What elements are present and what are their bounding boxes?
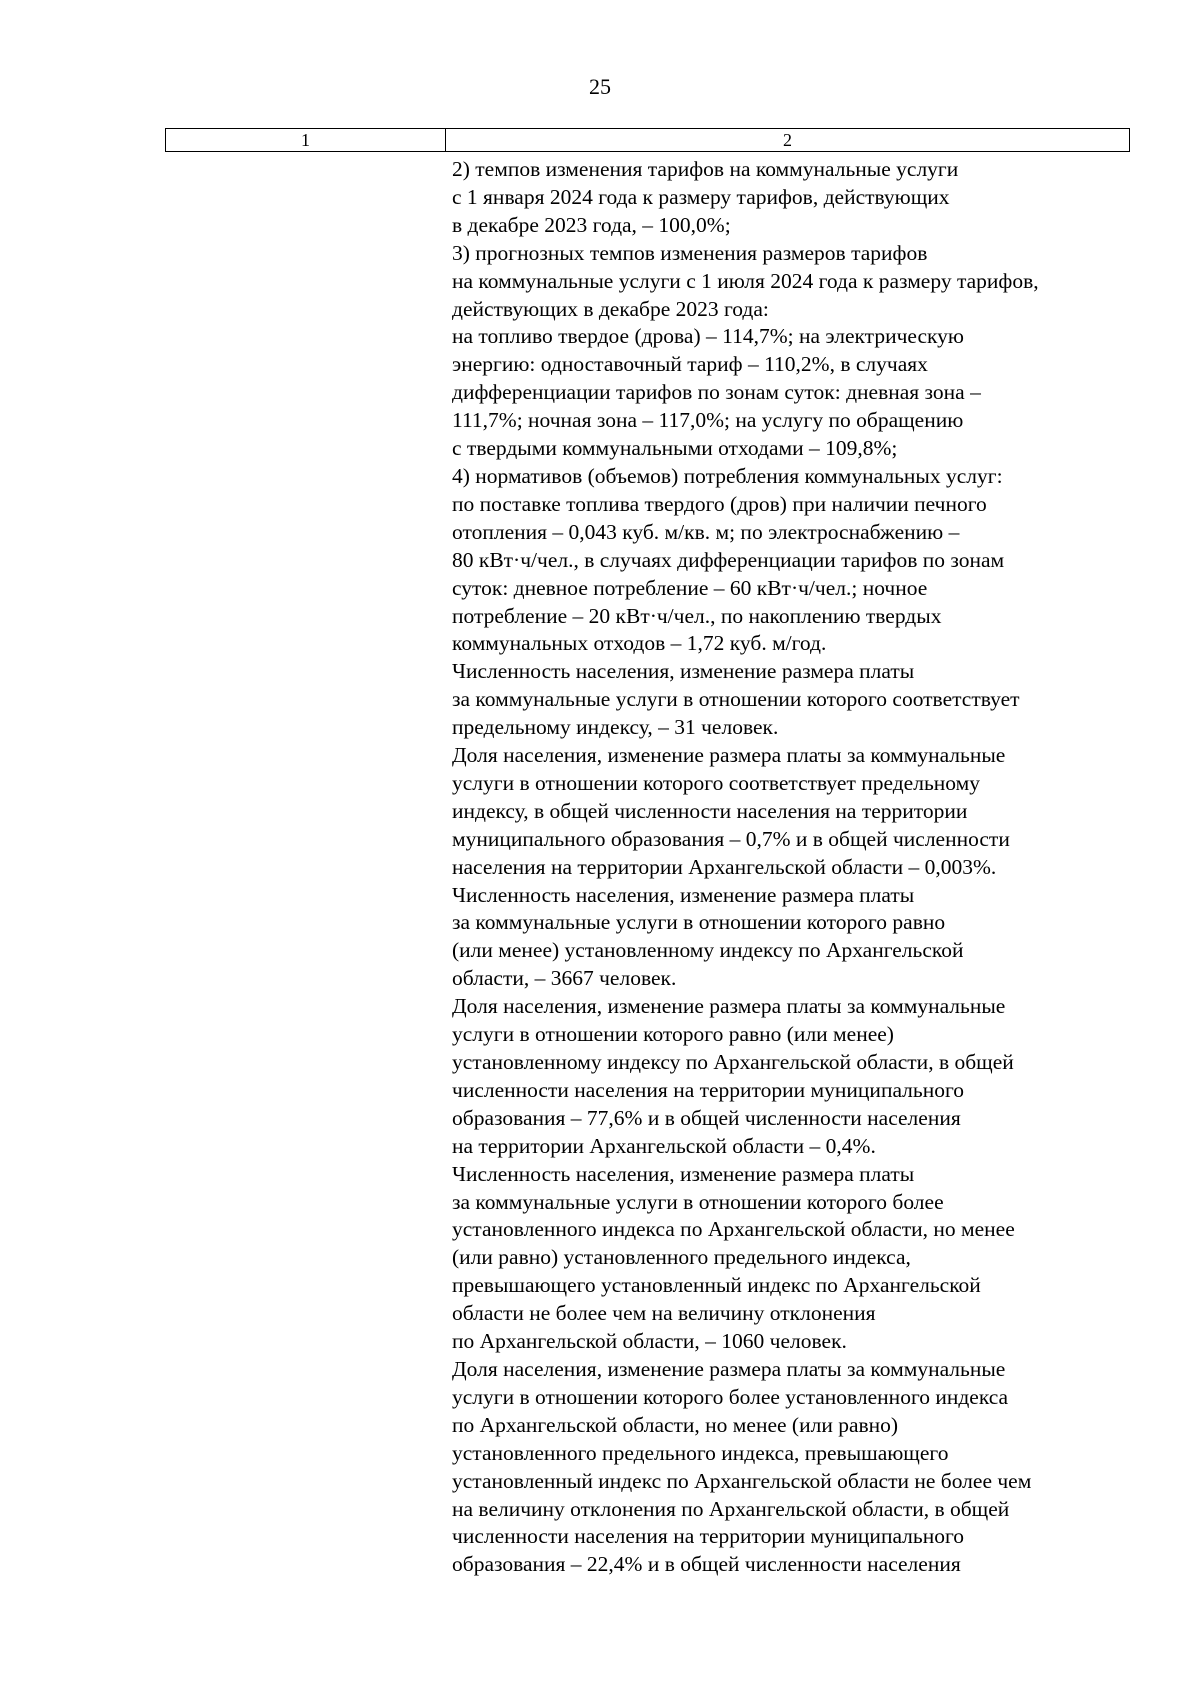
text-line: по Архангельской области, но менее (или равно) <box>452 1412 899 1437</box>
text-line: предельному индексу, – 31 человек. <box>452 715 779 740</box>
text-line: услуги в отношении которого более установленного индекса <box>452 1384 1009 1409</box>
text-line: Численность населения, изменение размера платы <box>452 882 915 907</box>
text-line: с 1 января 2024 года к размеру тарифов, действующих <box>452 184 950 209</box>
text-line: превышающего установленный индекс по Архангельской <box>452 1273 981 1298</box>
text-line: на величину отклонения по Архангельской области, в общей <box>452 1496 1010 1521</box>
text-line: населения на территории Архангельской области – 0,003%. <box>452 854 997 879</box>
text-line: на топливо твердое (дрова) – 114,7%; на электрическую <box>452 324 964 349</box>
text-line: услуги в отношении которого соответствует предельному <box>452 770 980 795</box>
text-line: области, – 3667 человек. <box>452 966 677 991</box>
text-line: суток: дневное потребление – 60 кВт·ч/чел.; ночное <box>452 575 928 600</box>
text-line: численности населения на территории муниципального <box>452 1077 965 1102</box>
text-line: в декабре 2023 года, – 100,0%; <box>452 212 731 237</box>
text-line: (или равно) установленного предельного индекса, <box>452 1245 911 1270</box>
text-line: установленный индекс по Архангельской области не более чем <box>452 1468 1032 1493</box>
text-line: за коммунальные услуги в отношении которого более <box>452 1189 944 1214</box>
column-header-row <box>166 129 1130 152</box>
text-line: индексу, в общей численности населения на территории <box>452 798 968 823</box>
text-line: за коммунальные услуги в отношении которого соответствует <box>452 687 1020 712</box>
text-line: Численность населения, изменение размера платы <box>452 659 915 684</box>
text-line: по Архангельской области, – 1060 человек. <box>452 1329 847 1354</box>
document-body-text <box>452 156 1132 1579</box>
text-line: численности населения на территории муниципального <box>452 1524 965 1549</box>
page-number: 25 <box>589 74 611 99</box>
text-line: установленного индекса по Архангельской области, но менее <box>452 1217 1015 1242</box>
text-line: области не более чем на величину отклонения <box>452 1301 876 1326</box>
text-line: 80 кВт·ч/чел., в случаях дифференциации тарифов по зонам <box>452 547 1005 572</box>
text-line: образования – 77,6% и в общей численности населения <box>452 1105 961 1130</box>
text-line: Доля населения, изменение размера платы за коммунальные <box>452 994 1006 1019</box>
text-line: 2) темпов изменения тарифов на коммунальные услуги <box>452 157 959 181</box>
text-line: по поставке топлива твердого (дров) при наличии печного <box>452 491 987 516</box>
text-line: отопления – 0,043 куб. м/кв. м; по электроснабжению – <box>452 519 960 544</box>
text-line: коммунальных отходов – 1,72 куб. м/год. <box>452 631 827 656</box>
column-header-1: 1 <box>166 129 446 152</box>
text-line: Доля населения, изменение размера платы за коммунальные <box>452 1356 1006 1381</box>
text-line: образования – 22,4% и в общей численности населения <box>452 1552 961 1577</box>
text-line: услуги в отношении которого равно (или менее) <box>452 1022 894 1047</box>
text-line: установленному индексу по Архангельской области, в общей <box>452 1050 1014 1074</box>
text-line: потребление – 20 кВт·ч/чел., по накоплению твердых <box>452 603 942 628</box>
text-line: на территории Архангельской области – 0,4%. <box>452 1133 876 1158</box>
text-line: 4) нормативов (объемов) потребления коммунальных услуг: <box>452 463 1003 488</box>
text-line: 3) прогнозных темпов изменения размеров тарифов <box>452 240 928 265</box>
column-header-2: 2 <box>446 129 1130 152</box>
text-line: действующих в декабре 2023 года: <box>452 296 769 321</box>
text-line: Доля населения, изменение размера платы за коммунальные <box>452 743 1006 768</box>
text-line: энергию: одноставочный тариф – 110,2%, в случаях <box>452 352 928 377</box>
text-line: (или менее) установленному индексу по Архангельской <box>452 938 964 963</box>
column-header-table <box>165 128 1130 152</box>
text-line: за коммунальные услуги в отношении которого равно <box>452 910 946 935</box>
text-line: муниципального образования – 0,7% и в общей численности <box>452 826 1010 851</box>
text-line: 111,7%; ночная зона – 117,0%; на услугу по обращению <box>452 408 964 433</box>
text-line: Численность населения, изменение размера платы <box>452 1161 915 1186</box>
text-line: с твердыми коммунальными отходами – 109,8%; <box>452 436 898 461</box>
text-line: дифференциации тарифов по зонам суток: дневная зона – <box>452 380 981 405</box>
text-line: на коммунальные услуги с 1 июля 2024 года к размеру тарифов, <box>452 268 1039 293</box>
text-line: установленного предельного индекса, превышающего <box>452 1440 949 1465</box>
